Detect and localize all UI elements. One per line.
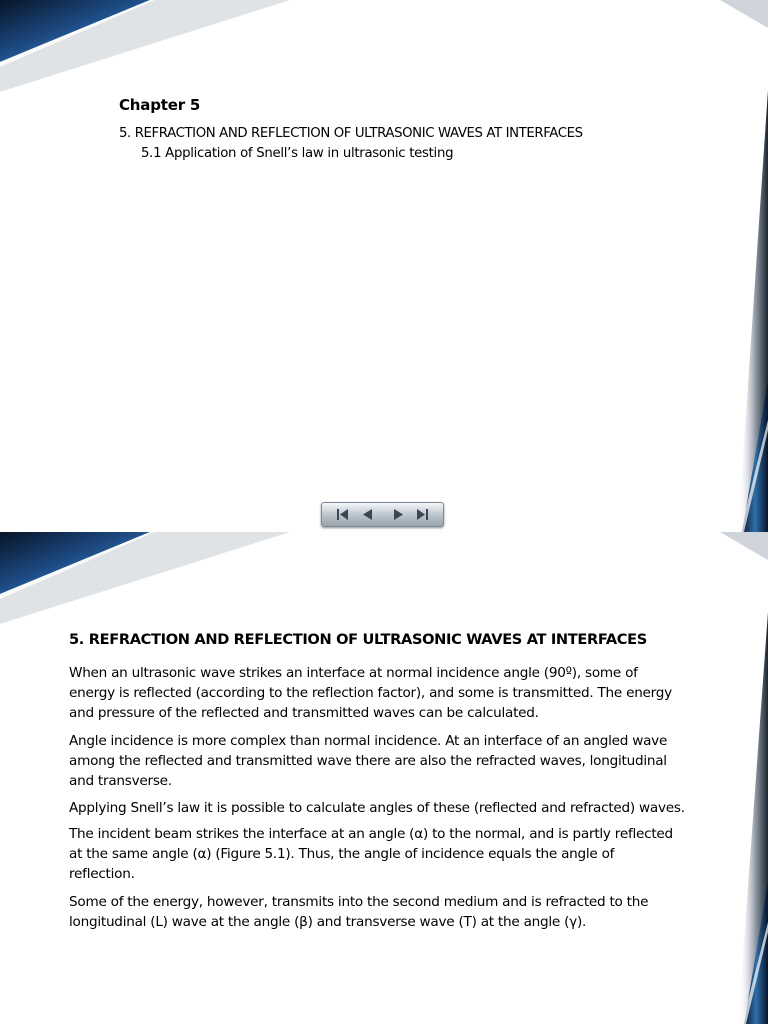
- text-line: Applying Snell’s law it is possible to calculate angles of these (reflected and refracted) waves.: [69, 800, 685, 816]
- section-title: 5. REFRACTION AND REFLECTION OF ULTRASONIC WAVES AT INTERFACES: [119, 126, 583, 141]
- paragraph: [69, 663, 709, 723]
- text-line: longitudinal (L) wave at the angle (β) and transverse wave (T) at the angle (γ).: [69, 914, 587, 930]
- previous-slide-icon: [352, 503, 382, 526]
- text-line: The incident beam strikes the interface at an angle (α) to the normal, and is partly reflected: [69, 826, 673, 842]
- paragraph: [69, 798, 709, 818]
- text-line: energy is reflected (according to the reflection factor), and some is transmitted. The energy: [69, 685, 672, 701]
- slide-heading: 5. REFRACTION AND REFLECTION OF ULTRASONIC WAVES AT INTERFACES: [69, 631, 647, 648]
- paragraph: [69, 731, 709, 791]
- subsection-link[interactable]: 5.1 Application of Snell’s law in ultrasonic testing: [141, 146, 454, 161]
- text-line: among the reflected and transmitted wave there are also the refracted waves, longitudinal: [69, 753, 667, 769]
- previous-slide-button[interactable]: [352, 503, 382, 526]
- text-line: Angle incidence is more complex than normal incidence. At an interface of an angled wave: [69, 733, 668, 749]
- slide-refraction-reflection: [0, 532, 768, 1024]
- text-line: reflection.: [69, 866, 135, 882]
- text-line: at the same angle (α) (Figure 5.1). Thus, the angle of incidence equals the angle of: [69, 846, 615, 862]
- chapter-label: Chapter 5: [119, 96, 201, 114]
- text-line: Some of the energy, however, transmits into the second medium and is refracted to the: [69, 894, 649, 910]
- text-line: and pressure of the reflected and transmitted waves can be calculated.: [69, 705, 539, 721]
- text-line: When an ultrasonic wave strikes an interface at normal incidence angle (90º), some of: [69, 665, 638, 681]
- paragraph: [69, 824, 709, 884]
- text-line: and transverse.: [69, 773, 172, 789]
- last-slide-icon: [408, 503, 438, 526]
- slide-navigation-bar: [321, 502, 444, 527]
- paragraph: [69, 892, 709, 932]
- last-slide-button[interactable]: [408, 503, 438, 526]
